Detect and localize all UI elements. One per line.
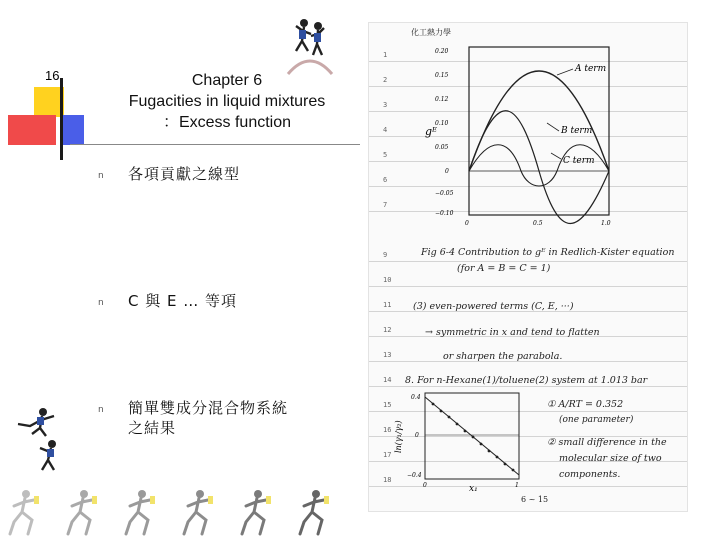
line-number: 17 bbox=[383, 451, 392, 459]
slide-title bbox=[92, 70, 362, 133]
x-tick: 1.0 bbox=[601, 220, 611, 227]
title-line-2: Fugacities in liquid mixtures bbox=[128, 93, 326, 110]
line-number: 9 bbox=[383, 251, 388, 259]
x-tick: 0 bbox=[465, 220, 469, 227]
line-number: 12 bbox=[383, 326, 392, 334]
notes-header: 化工熱力學 bbox=[411, 28, 451, 37]
y-tick: 0 bbox=[415, 432, 419, 439]
result-2: ② small difference in the bbox=[547, 437, 667, 448]
bullet-marker-1: n bbox=[98, 171, 104, 181]
b-term-label: B term bbox=[561, 126, 593, 136]
y-tick: −0.4 bbox=[407, 472, 422, 479]
bullet-text-1: 各項貢獻之線型 bbox=[128, 165, 241, 183]
bullet-marker-3: n bbox=[98, 405, 104, 415]
line-number: 1 bbox=[383, 51, 388, 59]
y-tick: 0.12 bbox=[435, 96, 449, 103]
line-number: 14 bbox=[383, 376, 392, 384]
line-number: 2 bbox=[383, 76, 388, 84]
x-tick: 0.5 bbox=[533, 220, 543, 227]
figure-caption-2: (for A = B = C = 1) bbox=[457, 263, 551, 274]
line-number: 3 bbox=[383, 101, 388, 109]
line-number: 10 bbox=[383, 276, 392, 284]
runners-decoration-icon bbox=[0, 486, 368, 540]
title-line-1: Chapter 6 bbox=[191, 72, 263, 89]
example-line: 8. For n-Hexane(1)/toluene(2) system at 1.013 bar bbox=[405, 375, 648, 386]
slide-number: 16 bbox=[45, 68, 60, 83]
y-tick: 0.4 bbox=[411, 394, 421, 401]
bullet-text-2: C 與 E … 等項 bbox=[128, 292, 238, 310]
y-tick: 0.15 bbox=[435, 72, 449, 79]
c-term-label: C term bbox=[563, 156, 595, 166]
y-tick: −0.05 bbox=[435, 190, 454, 197]
notes-paper bbox=[368, 22, 688, 512]
result-2b: molecular size of two bbox=[559, 453, 662, 464]
point-3-line-3: or sharpen the parabola. bbox=[443, 351, 563, 362]
bullet-text-4: 之結果 bbox=[128, 419, 177, 437]
y-tick: 0.20 bbox=[435, 48, 449, 55]
x-tick: 1 bbox=[515, 482, 519, 489]
y-tick: 0.05 bbox=[435, 144, 449, 151]
y-tick: −0.10 bbox=[435, 210, 454, 217]
title-line-3: ：Excess function bbox=[162, 114, 292, 131]
climber-figure-icon bbox=[10, 404, 68, 476]
ln-gamma-ratio-graph bbox=[389, 389, 529, 493]
result-1b: (one parameter) bbox=[559, 415, 634, 425]
line-number: 6 bbox=[383, 176, 388, 184]
line-number: 18 bbox=[383, 476, 392, 484]
x-tick: 0 bbox=[423, 482, 427, 489]
decor-vertical-line bbox=[60, 78, 63, 160]
line-number: 15 bbox=[383, 401, 392, 409]
bullet-text-3: 簡單雙成分混合物系統 bbox=[128, 399, 289, 417]
result-2c: components. bbox=[559, 469, 621, 480]
line-number: 7 bbox=[383, 201, 388, 209]
line-number: 13 bbox=[383, 351, 392, 359]
line-number: 11 bbox=[383, 301, 392, 309]
figure-caption-1: Fig 6-4 Contribution to gᴱ in Redlich-Kister equation bbox=[421, 247, 675, 258]
title-divider bbox=[70, 144, 360, 145]
decor-red-square bbox=[8, 115, 56, 145]
x1-axis-label: x₁ bbox=[469, 484, 478, 494]
y-tick: 0 bbox=[445, 168, 449, 175]
page-footer: 6 ~ 15 bbox=[521, 495, 549, 504]
decor-blue-square bbox=[62, 115, 84, 145]
line-number: 5 bbox=[383, 151, 388, 159]
gE-axis-label: gᴱ bbox=[425, 125, 438, 138]
gE-contribution-graph bbox=[425, 41, 629, 231]
point-3-line-1: (3) even-powered terms (C, E, ···) bbox=[413, 301, 574, 312]
result-1: ① A/RT = 0.352 bbox=[547, 399, 624, 410]
line-number: 16 bbox=[383, 426, 392, 434]
bullet-marker-2: n bbox=[98, 298, 104, 308]
a-term-label: A term bbox=[575, 64, 607, 74]
climbers-logo-icon bbox=[285, 14, 335, 76]
y-tick: 0.10 bbox=[435, 120, 449, 127]
point-3-line-2: → symmetric in x and tend to flatten bbox=[425, 327, 600, 338]
line-number: 4 bbox=[383, 126, 388, 134]
ln-gamma-axis-label: ln(γ₁/γ₂) bbox=[394, 420, 403, 453]
